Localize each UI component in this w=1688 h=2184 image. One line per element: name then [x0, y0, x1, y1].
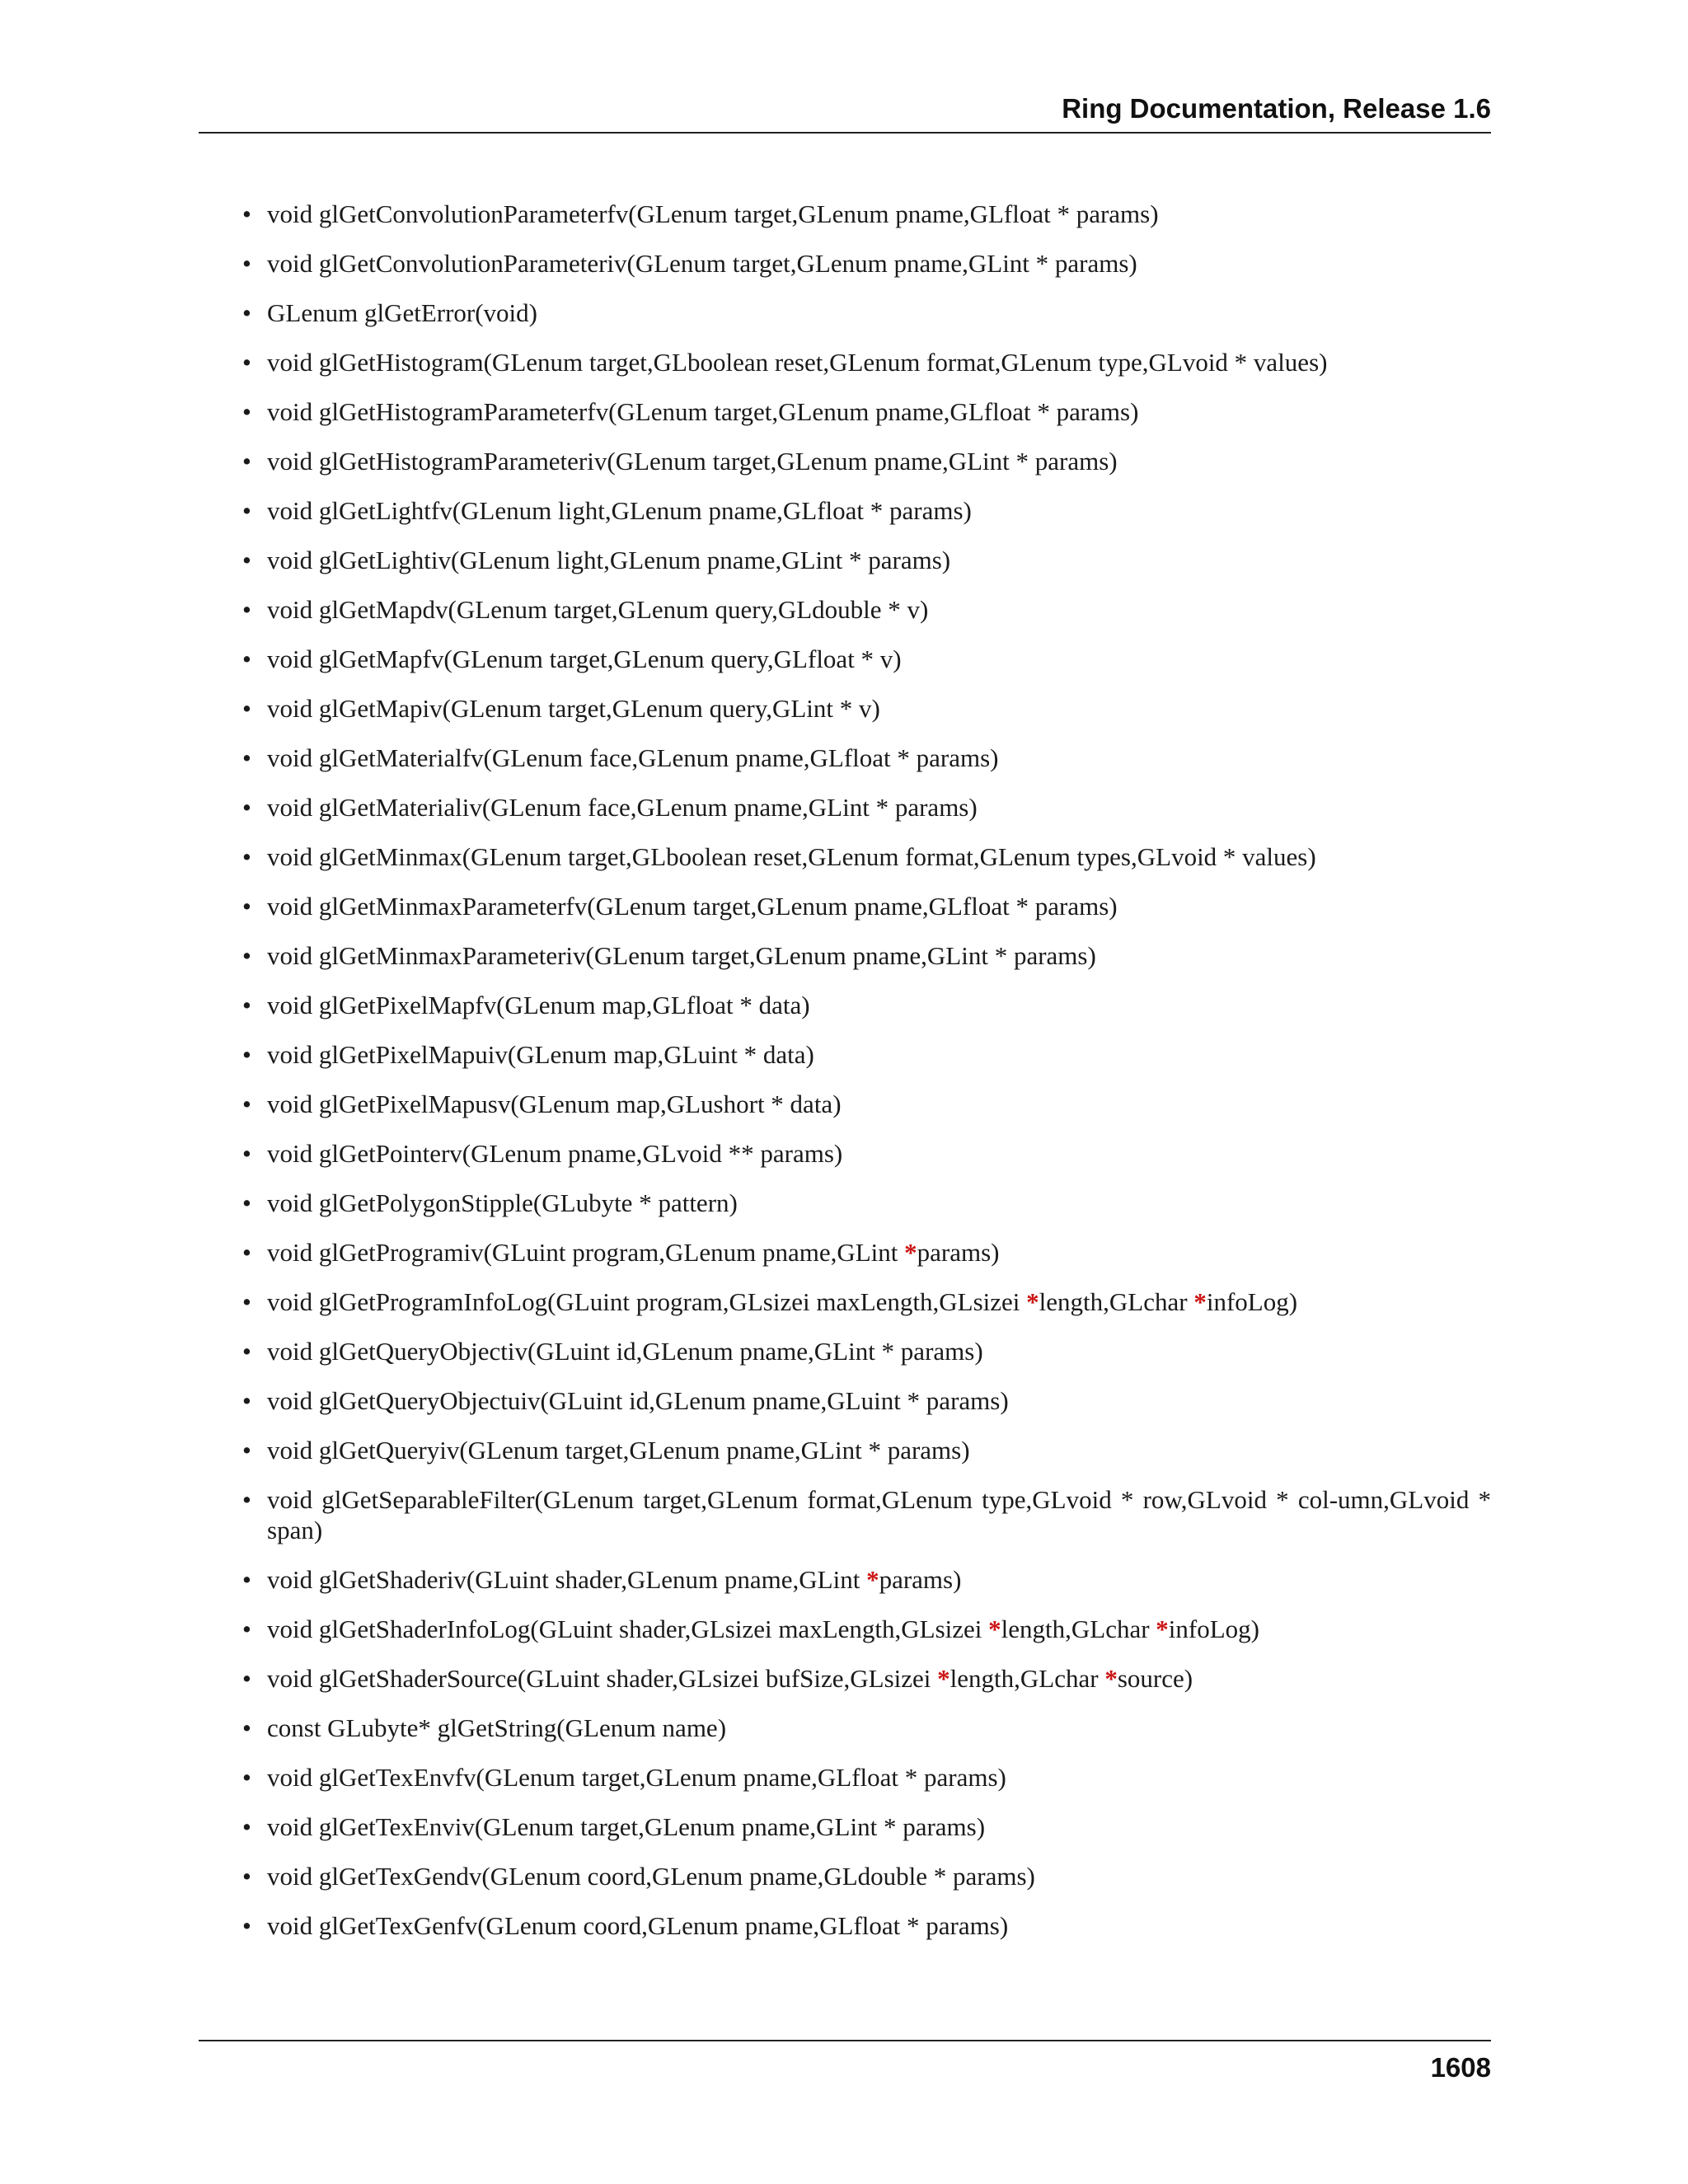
signature-text: GLenum glGetError(void) — [267, 298, 537, 327]
list-item — [242, 841, 1491, 872]
list-item — [242, 1910, 1491, 1941]
signature-text: void glGetPixelMapusv(GLenum map,GLushort * data) — [267, 1090, 842, 1118]
signature-text: void glGetQueryObjectuiv(GLuint id,GLenum pname,GLuint * params) — [267, 1386, 1009, 1415]
signature-text: length,GLchar — [1001, 1615, 1156, 1643]
pointer-asterisk: * — [1156, 1615, 1169, 1643]
page-header — [199, 92, 1491, 134]
page-footer — [199, 2040, 1491, 2083]
signature-text: void glGetLightfv(GLenum light,GLenum pname,GLfloat * params) — [267, 496, 972, 525]
signature-text: void glGetMapiv(GLenum target,GLenum query,GLint * v) — [267, 694, 880, 723]
list-item — [242, 396, 1491, 427]
pointer-asterisk: * — [1104, 1664, 1118, 1693]
list-item — [242, 1385, 1491, 1416]
list-item — [242, 594, 1491, 625]
list-item — [242, 990, 1491, 1020]
signature-text: source) — [1117, 1664, 1193, 1693]
list-item — [242, 1811, 1491, 1842]
signature-text: infoLog) — [1206, 1287, 1298, 1316]
list-item — [242, 1286, 1491, 1317]
signature-text: void glGetMaterialfv(GLenum face,GLenum pname,GLfloat * params) — [267, 743, 999, 772]
list-item — [242, 248, 1491, 279]
signature-text: void glGetPixelMapfv(GLenum map,GLfloat * data) — [267, 991, 810, 1019]
signature-text: void glGetProgramiv(GLuint program,GLenum pname,GLint — [267, 1238, 905, 1267]
list-item — [242, 1564, 1491, 1595]
pointer-asterisk: * — [1193, 1287, 1207, 1316]
list-item — [242, 1138, 1491, 1169]
signature-text: void glGetHistogramParameterfv(GLenum target,GLenum pname,GLfloat * params) — [267, 397, 1139, 426]
signature-text: const GLubyte* glGetString(GLenum name) — [267, 1713, 727, 1742]
signature-text: void glGetProgramInfoLog(GLuint program,GLsizei maxLength,GLsizei — [267, 1287, 1027, 1316]
list-item — [242, 1188, 1491, 1218]
signature-text: void glGetMinmaxParameterfv(GLenum target,GLenum pname,GLfloat * params) — [267, 892, 1118, 921]
function-list — [242, 199, 1491, 1941]
signature-text: void glGetMinmax(GLenum target,GLboolean reset,GLenum format,GLenum types,GLvoid * values) — [267, 842, 1316, 871]
signature-text: void glGetMapdv(GLenum target,GLenum query,GLdouble * v) — [267, 595, 929, 624]
pointer-asterisk: * — [937, 1664, 950, 1693]
main-content — [242, 199, 1491, 1960]
signature-text: void glGetPointerv(GLenum pname,GLvoid ** params) — [267, 1139, 843, 1168]
signature-text: params) — [917, 1238, 1000, 1267]
signature-text: void glGetMinmaxParameteriv(GLenum target,GLenum pname,GLint * params) — [267, 941, 1096, 970]
list-item — [242, 644, 1491, 674]
list-item — [242, 792, 1491, 823]
signature-text: void glGetQueryiv(GLenum target,GLenum pname,GLint * params) — [267, 1436, 970, 1465]
list-item — [242, 1614, 1491, 1644]
list-item — [242, 347, 1491, 377]
list-item — [242, 1484, 1491, 1545]
list-item — [242, 1435, 1491, 1465]
list-item — [242, 891, 1491, 921]
list-item — [242, 1762, 1491, 1793]
signature-text: void glGetConvolutionParameteriv(GLenum target,GLenum pname,GLint * params) — [267, 249, 1137, 278]
list-item — [242, 495, 1491, 526]
list-item — [242, 1713, 1491, 1743]
list-item — [242, 446, 1491, 476]
signature-text: length,GLchar — [950, 1664, 1105, 1693]
page-number: 1608 — [1430, 2052, 1491, 2083]
signature-text: void glGetPixelMapuiv(GLenum map,GLuint * data) — [267, 1040, 814, 1069]
list-item — [242, 1237, 1491, 1268]
list-item — [242, 693, 1491, 724]
signature-text: void glGetMaterialiv(GLenum face,GLenum pname,GLint * params) — [267, 793, 978, 822]
list-item — [242, 1089, 1491, 1119]
signature-text: length,GLchar — [1039, 1287, 1194, 1316]
signature-text: void glGetShaderInfoLog(GLuint shader,GLsizei maxLength,GLsizei — [267, 1615, 989, 1643]
signature-text: void glGetHistogram(GLenum target,GLboolean reset,GLenum format,GLenum type,GLvoid * values) — [267, 348, 1328, 377]
list-item — [242, 298, 1491, 328]
list-item — [242, 743, 1491, 773]
pointer-asterisk: * — [904, 1238, 917, 1267]
signature-text: void glGetShaderSource(GLuint shader,GLsizei bufSize,GLsizei — [267, 1664, 938, 1693]
signature-text: params) — [879, 1565, 962, 1594]
signature-text: void glGetTexGendv(GLenum coord,GLenum pname,GLdouble * params) — [267, 1862, 1035, 1891]
list-item — [242, 1861, 1491, 1891]
signature-text: void glGetShaderiv(GLuint shader,GLenum pname,GLint — [267, 1565, 867, 1594]
signature-text: void glGetTexGenfv(GLenum coord,GLenum pname,GLfloat * params) — [267, 1911, 1009, 1940]
signature-text: void glGetTexEnvfv(GLenum target,GLenum pname,GLfloat * params) — [267, 1763, 1006, 1792]
list-item — [242, 1663, 1491, 1694]
signature-text: void glGetPolygonStipple(GLubyte * pattern) — [267, 1188, 738, 1217]
signature-text: void glGetTexEnviv(GLenum target,GLenum pname,GLint * params) — [267, 1812, 986, 1841]
signature-text: void glGetSeparableFilter(GLenum target,GLenum format,GLenum type,GLvoid * row,GLvoid * col-umn,GLvoid * span) — [267, 1485, 1491, 1544]
signature-text: void glGetHistogramParameteriv(GLenum target,GLenum pname,GLint * params) — [267, 447, 1118, 476]
signature-text: infoLog) — [1168, 1615, 1259, 1643]
signature-text: void glGetQueryObjectiv(GLuint id,GLenum pname,GLint * params) — [267, 1337, 983, 1366]
list-item — [242, 199, 1491, 229]
pointer-asterisk: * — [988, 1615, 1001, 1643]
pointer-asterisk: * — [866, 1565, 879, 1594]
list-item — [242, 1039, 1491, 1070]
document-title: Ring Documentation, Release 1.6 — [1062, 93, 1491, 124]
list-item — [242, 940, 1491, 971]
list-item — [242, 1336, 1491, 1366]
signature-text: void glGetMapfv(GLenum target,GLenum query,GLfloat * v) — [267, 644, 902, 673]
list-item — [242, 545, 1491, 575]
signature-text: void glGetConvolutionParameterfv(GLenum target,GLenum pname,GLfloat * params) — [267, 199, 1159, 228]
signature-text: void glGetLightiv(GLenum light,GLenum pname,GLint * params) — [267, 546, 951, 574]
pointer-asterisk: * — [1026, 1287, 1039, 1316]
